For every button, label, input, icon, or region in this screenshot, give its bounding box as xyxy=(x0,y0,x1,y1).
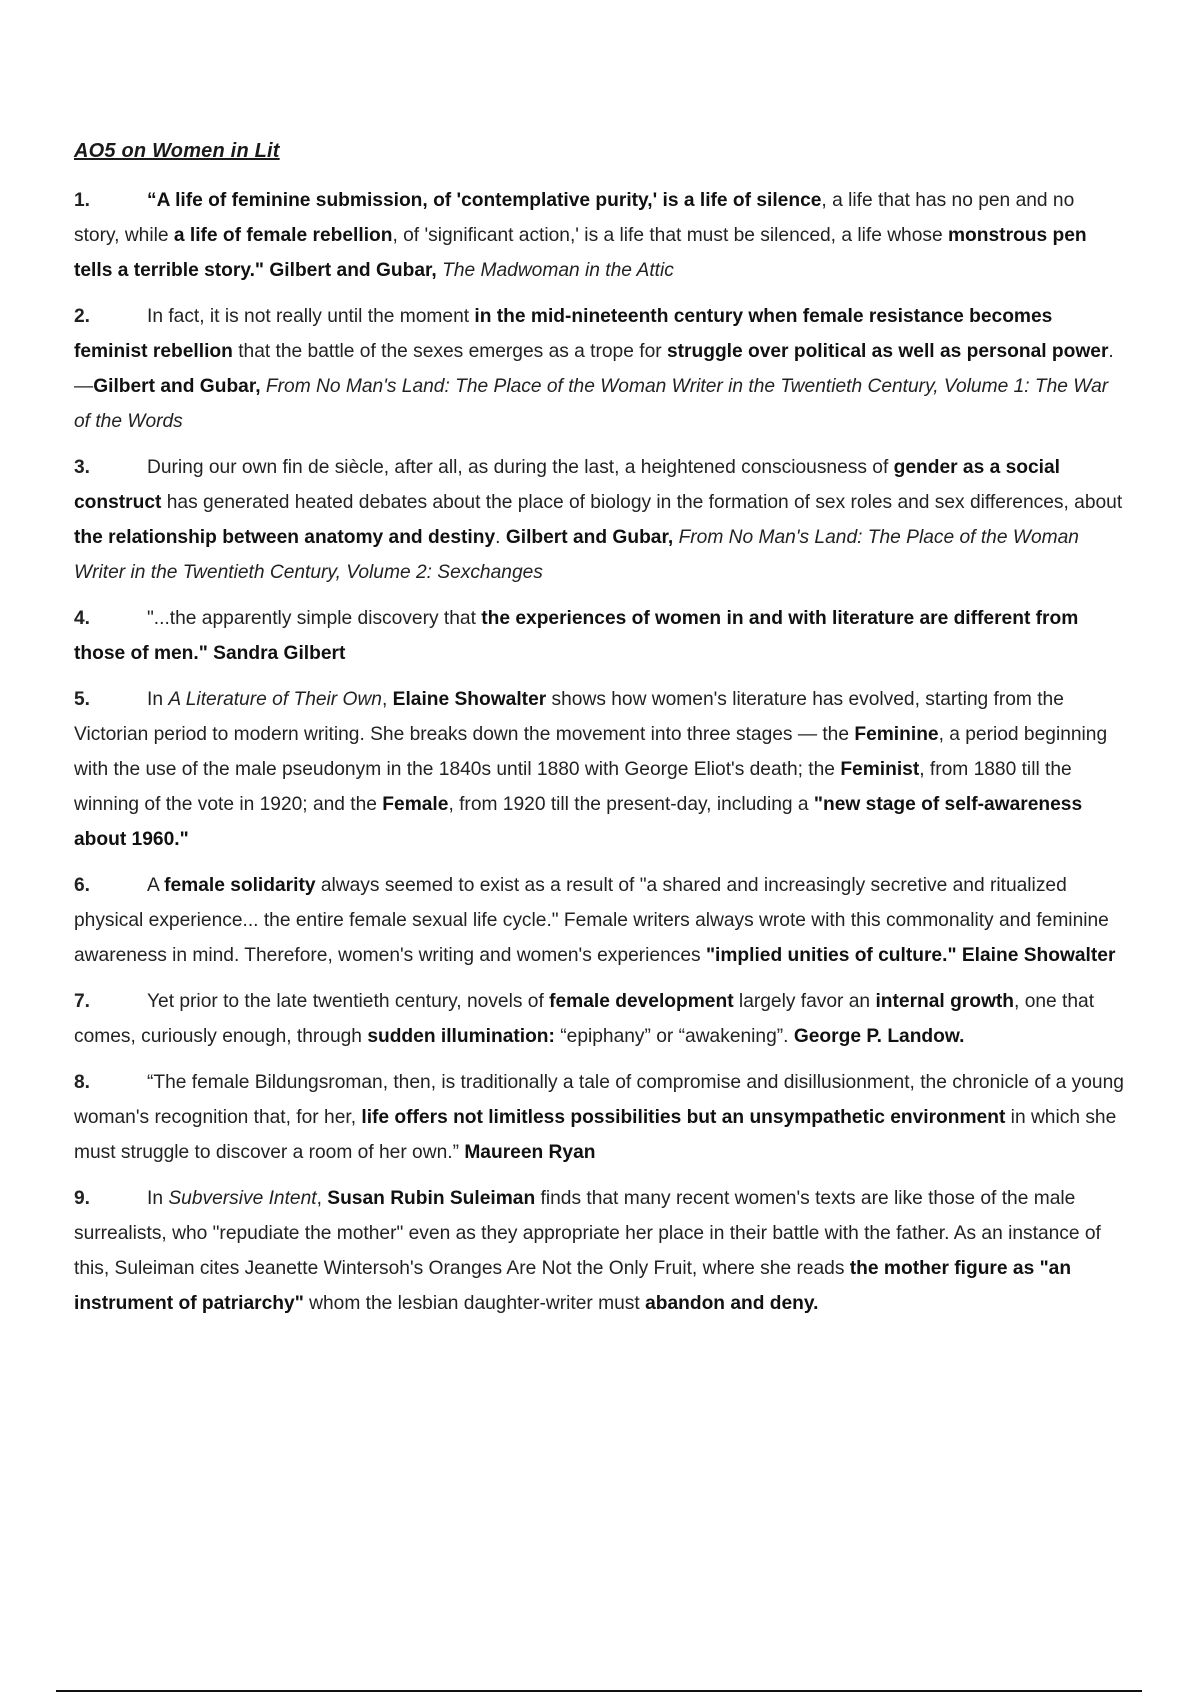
body-text: has generated heated debates about the place of biology in the formation of sex roles and sex differences, about xyxy=(161,492,1123,513)
emphasis-text: Feminine xyxy=(854,724,939,745)
emphasis-text: Female xyxy=(382,794,449,815)
document-page xyxy=(74,140,1124,1332)
body-text: shows how women's literature has evolved, starting from the Victorian period to modern writing. She breaks down the movement into three stages — the xyxy=(74,689,1064,745)
work-title: From No Man's Land: The Place of the Woman Writer in the Twentieth Century, Volume 2: Sexchanges xyxy=(74,527,1079,583)
body-text: , a life that has no pen and no story, while xyxy=(74,190,1075,246)
emphasis-text: Feminist xyxy=(840,759,920,780)
emphasis-text: abandon and deny. xyxy=(645,1293,819,1314)
emphasis-text: in the mid-nineteenth century when female resistance becomes feminist rebellion xyxy=(74,306,1053,362)
quote-item xyxy=(74,183,1124,288)
item-number: 1. xyxy=(74,190,91,211)
emphasis-text: "implied unities of culture." Elaine Showalter xyxy=(705,945,1116,966)
body-text: . — xyxy=(74,341,1114,397)
work-title: From No Man's Land: The Place of the Woman Writer in the Twentieth Century, Volume 1: The War of the Words xyxy=(74,376,1109,432)
footer-divider xyxy=(56,1690,1142,1692)
item-number: 7. xyxy=(74,991,91,1012)
quote-item xyxy=(74,984,1124,1054)
emphasis-text: struggle over political as well as personal power xyxy=(666,341,1109,362)
emphasis-text: “A life of feminine submission, of 'contemplative purity,' is a life of silence xyxy=(147,190,822,211)
body-text: , from 1880 till the winning of the vote in 1920; and the xyxy=(74,759,1072,815)
item-number: 4. xyxy=(74,608,91,629)
quote-item xyxy=(74,1181,1124,1321)
item-number: 6. xyxy=(74,875,91,896)
body-text: During our own fin de siècle, after all, as during the last, a heightened consciousness of xyxy=(147,457,894,478)
body-text: A xyxy=(147,875,165,896)
body-text: , from 1920 till the present-day, including a xyxy=(448,794,814,815)
body-text: , one that comes, curiously enough, through xyxy=(74,991,1095,1047)
emphasis-text: "new stage of self-awareness about 1960." xyxy=(74,794,1083,850)
body-text: , xyxy=(316,1188,328,1209)
emphasis-text: a life of female rebellion xyxy=(173,225,393,246)
body-text: finds that many recent women's texts are like those of the male surrealists, who "repudiate the mother" even as they appropriate her place in their battle with the father. As an instance of this, Suleiman cites Jeanette Wintersoh's Oranges Are Not the Only Fruit, where she reads xyxy=(74,1188,1101,1279)
emphasis-text: internal growth xyxy=(875,991,1015,1012)
body-text: . xyxy=(495,527,506,548)
body-text: in which she must struggle to discover a room of her own.” xyxy=(74,1107,1117,1163)
emphasis-text: Gilbert and Gubar, xyxy=(505,527,674,548)
body-text: In xyxy=(147,1188,169,1209)
emphasis-text: the mother figure as "an instrument of patriarchy" xyxy=(74,1258,1072,1314)
emphasis-text: female solidarity xyxy=(164,875,316,896)
body-text: In fact, it is not really until the moment xyxy=(147,306,475,327)
quote-item xyxy=(74,450,1124,590)
item-number: 2. xyxy=(74,306,91,327)
emphasis-text: Gilbert and Gubar, xyxy=(93,376,261,397)
item-number: 3. xyxy=(74,457,91,478)
quote-item xyxy=(74,601,1124,671)
quote-item xyxy=(74,1065,1124,1170)
emphasis-text: the experiences of women in and with literature are different from those of men." Sandra Gilbert xyxy=(74,608,1079,664)
body-text: largely favor an xyxy=(733,991,876,1012)
emphasis-text: sudden illumination: xyxy=(367,1026,555,1047)
body-text: "...the apparently simple discovery that xyxy=(147,608,482,629)
quote-item xyxy=(74,299,1124,439)
item-number: 5. xyxy=(74,689,91,710)
body-text: “epiphany” or “awakening”. xyxy=(554,1026,794,1047)
emphasis-text: Maureen Ryan xyxy=(464,1142,596,1163)
quote-list xyxy=(74,183,1124,1321)
item-number: 9. xyxy=(74,1188,91,1209)
body-text: that the battle of the sexes emerges as a trope for xyxy=(232,341,667,362)
emphasis-text: Susan Rubin Suleiman xyxy=(327,1188,536,1209)
document-title: AO5 on Women in Lit xyxy=(74,140,280,162)
item-number: 8. xyxy=(74,1072,91,1093)
emphasis-text: George P. Landow. xyxy=(793,1026,965,1047)
emphasis-text: gender as a social construct xyxy=(74,457,1060,513)
quote-item xyxy=(74,682,1124,857)
body-text: always seemed to exist as a result of "a shared and increasingly secretive and ritualized physical experience... the entire female sexual life cycle." Female writers always wrote with this commonality and feminine awareness in mind. Therefore, women's writing and women's experiences xyxy=(74,875,1109,966)
body-text: , of 'significant action,' is a life that must be silenced, a life whose xyxy=(392,225,948,246)
work-title: Subversive Intent xyxy=(168,1188,317,1209)
emphasis-text: the relationship between anatomy and destiny xyxy=(74,527,496,548)
emphasis-text: life offers not limitless possibilities but an unsympathetic environment xyxy=(361,1107,1006,1128)
body-text: Yet prior to the late twentieth century, novels of xyxy=(147,991,550,1012)
body-text: , a period beginning with the use of the male pseudonym in the 1840s until 1880 with George Eliot's death; the xyxy=(74,724,1108,780)
emphasis-text: monstrous pen tells a terrible story." Gilbert and Gubar, xyxy=(74,225,1087,281)
work-title: The Madwoman in the Attic xyxy=(442,260,674,281)
body-text: , xyxy=(381,689,393,710)
work-title: A Literature of Their Own xyxy=(168,689,382,710)
body-text: whom the lesbian daughter-writer must xyxy=(303,1293,646,1314)
emphasis-text: Elaine Showalter xyxy=(392,689,547,710)
quote-item xyxy=(74,868,1124,973)
body-text: “The female Bildungsroman, then, is traditionally a tale of compromise and disillusionment, the chronicle of a young woman's recognition that, for her, xyxy=(74,1072,1124,1128)
body-text: In xyxy=(147,689,169,710)
emphasis-text: female development xyxy=(549,991,734,1012)
